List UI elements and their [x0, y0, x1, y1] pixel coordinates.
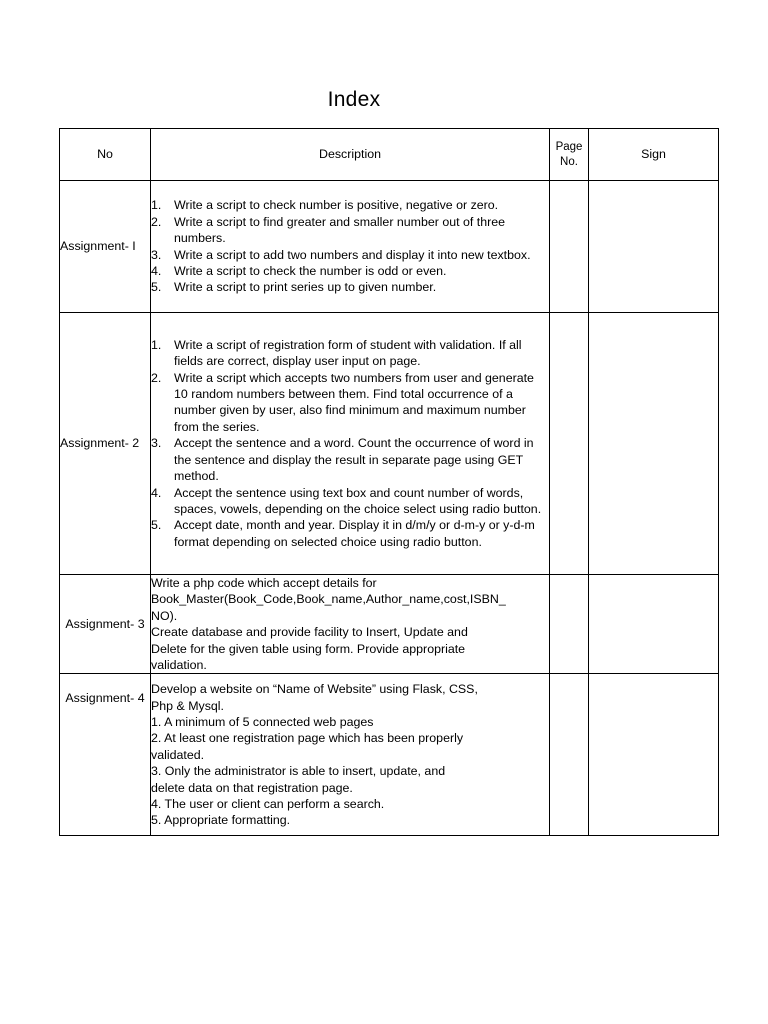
sign-cell: [589, 181, 719, 313]
list-item: [151, 263, 549, 279]
description-line: 4. The user or client can perform a search.: [151, 796, 385, 811]
assignment-description: [151, 674, 550, 836]
sign-cell: [589, 575, 719, 674]
assignment-label: Assignment- 3: [60, 575, 151, 674]
header-sign: Sign: [589, 129, 719, 181]
list-item-text: Write a script to check the number is odd or even.: [174, 263, 447, 278]
list-item: [151, 337, 549, 370]
list-item: [151, 370, 549, 436]
description-line: Develop a website on “Name of Website” using Flask, CSS,: [151, 682, 478, 697]
page-no-cell: [550, 575, 589, 674]
list-item-number: 1.: [151, 337, 162, 352]
list-item: [151, 214, 549, 247]
header-page-no-line1: Page: [555, 140, 583, 153]
description-line: NO).: [151, 608, 178, 623]
description-line: 1. A minimum of 5 connected web pages: [151, 714, 374, 729]
list-item-text: Write a script to check number is positive, negative or zero.: [174, 198, 499, 213]
description-line: Delete for the given table using form. Provide appropriate: [151, 641, 466, 656]
list-item: [151, 517, 549, 550]
sign-cell: [589, 674, 719, 836]
description-line: validated.: [151, 747, 205, 762]
list-item-text: Accept the sentence using text box and count number of words, spaces, vowels, depending on the choice select using radio button.: [174, 485, 542, 516]
description-line: Write a php code which accept details for: [151, 576, 377, 590]
page-title: Index: [327, 88, 381, 111]
list-item-text: Accept the sentence and a word. Count the occurrence of word in the sentence and display the result in separate page using GET method.: [174, 436, 534, 484]
table-row: [60, 575, 719, 674]
description-line: Book_Master(Book_Code,Book_name,Author_name,cost,ISBN_: [151, 592, 506, 607]
header-page-no: [550, 129, 589, 181]
table-row: [60, 181, 719, 313]
list-item-number: 5.: [151, 518, 162, 533]
list-item-number: 4.: [151, 485, 162, 500]
list-item-text: Write a script of registration form of student with validation. If all fields are correct, display user input on page.: [174, 337, 522, 369]
list-item-text: Write a script to find greater and smaller number out of three numbers.: [174, 214, 506, 246]
list-item-text: Write a script to print series up to given number.: [174, 280, 437, 295]
list-item-text: Accept date, month and year. Display it in d/m/y or d-m-y or y-d-m format depending on selected choice using radio button.: [174, 518, 535, 549]
list-item: [151, 435, 549, 484]
page-no-cell: [550, 674, 589, 836]
header-description: Description: [151, 129, 550, 181]
description-line: 5. Appropriate formatting.: [151, 813, 291, 828]
description-line: 2. At least one registration page which has been properly: [151, 731, 464, 746]
list-item-text: Write a script to add two numbers and display it into new textbox.: [174, 247, 531, 262]
list-item-number: 3.: [151, 247, 162, 262]
assignment-label: Assignment- 4: [60, 674, 151, 836]
list-item-text: Write a script which accepts two numbers from user and generate 10 random numbers between them. Find total occurrence of a number given by user, also find minimum and maximum number from the series.: [174, 370, 534, 434]
header-page-no-line2: No.: [560, 155, 578, 168]
assignment-description: [151, 575, 550, 674]
list-item: [151, 279, 549, 295]
description-line: 3. Only the administrator is able to insert, update, and: [151, 764, 446, 779]
index-table: [59, 128, 719, 836]
assignment-description: [151, 313, 550, 575]
list-item-number: 2.: [151, 370, 162, 385]
page-no-cell: [550, 181, 589, 313]
assignment-label: Assignment- I: [60, 181, 151, 313]
list-item: [151, 197, 549, 213]
list-item-number: 5.: [151, 280, 162, 295]
description-line: delete data on that registration page.: [151, 780, 353, 795]
sign-cell: [589, 313, 719, 575]
assignment-description: [151, 181, 550, 313]
list-item: [151, 485, 549, 518]
table-row: [60, 313, 719, 575]
table-row: [60, 674, 719, 836]
list-item-number: 1.: [151, 198, 162, 213]
description-line: Php & Mysql.: [151, 698, 224, 713]
table-header-row: [60, 129, 719, 181]
list-item-number: 3.: [151, 436, 162, 451]
assignment-label: Assignment- 2: [60, 313, 151, 575]
header-no: No: [60, 129, 151, 181]
page-no-cell: [550, 313, 589, 575]
description-line: Create database and provide facility to Insert, Update and: [151, 625, 468, 640]
list-item-number: 2.: [151, 214, 162, 229]
list-item: [151, 247, 549, 263]
description-line: validation.: [151, 658, 207, 673]
list-item-number: 4.: [151, 263, 162, 278]
